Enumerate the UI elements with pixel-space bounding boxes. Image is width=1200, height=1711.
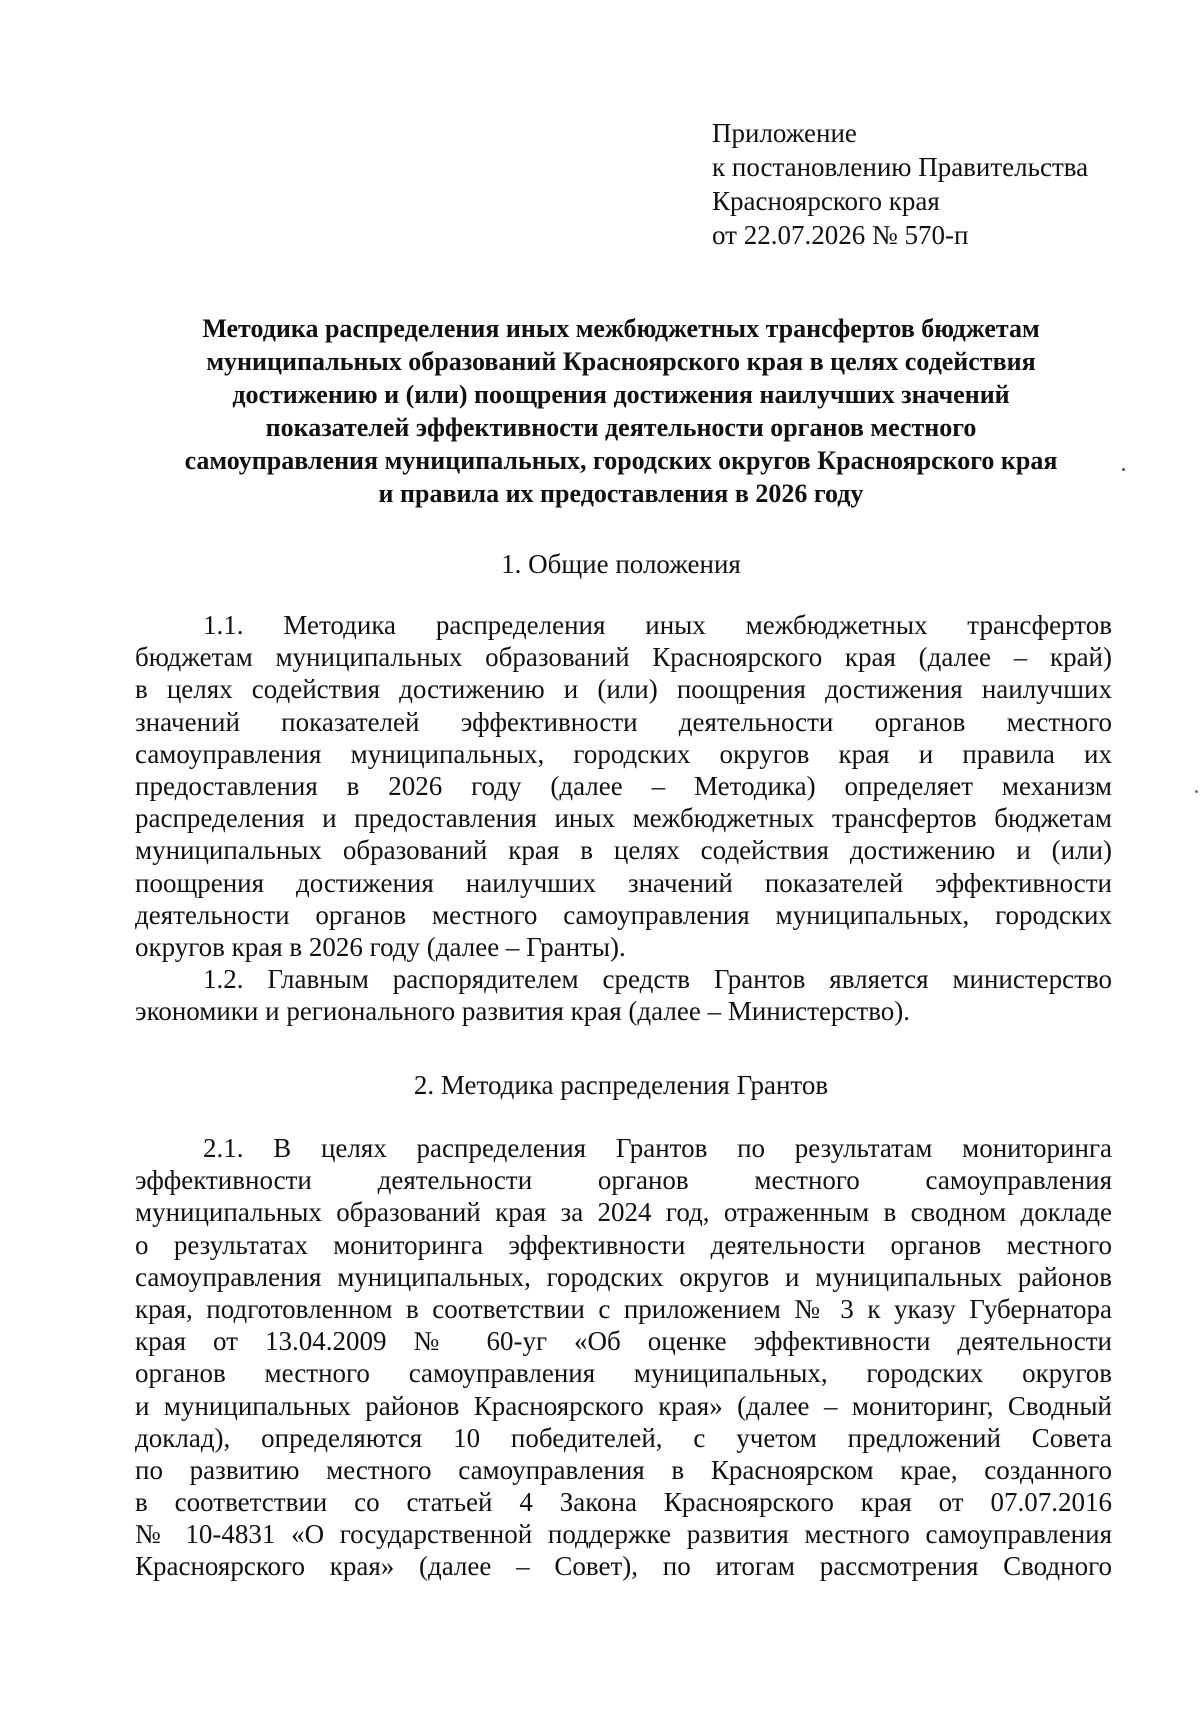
- paragraph-line: поощрения достижения наилучших значений показателей эффективности: [135, 867, 1112, 898]
- paragraph-line: экономики и регионального развития края (далее – Министерство).: [135, 996, 911, 1027]
- paragraph-line: муниципальных образований края за 2024 год, отраженным в сводном докладе: [135, 1197, 1112, 1228]
- paragraph-line: по развитию местного самоуправления в Красноярском крае, созданного: [135, 1454, 1112, 1485]
- paragraph-line: Красноярского края» (далее – Совет), по итогам рассмотрения Сводного: [135, 1551, 1112, 1582]
- section-heading: 1. Общие положения: [501, 549, 741, 579]
- paragraph-line: в целях содействия достижению и (или) поощрения достижения наилучших: [135, 674, 1112, 705]
- document-title: [130, 312, 1112, 510]
- appendix-block: [712, 116, 1152, 252]
- paragraph-line: края, подготовленном в соответствии с приложением № 3 к указу Губернатора: [135, 1293, 1112, 1324]
- title-line: показателей эффективности деятельности органов местного: [265, 413, 977, 442]
- scan-speck: [1195, 790, 1198, 793]
- paragraph-line: доклад), определяются 10 победителей, с учетом предложений Совета: [135, 1422, 1112, 1453]
- paragraph-line: в соответствии со статьей 4 Закона Красноярского края от 07.07.2016: [135, 1487, 1112, 1518]
- paragraph-line: 2.1. В целях распределения Грантов по результатам мониторинга: [203, 1133, 1112, 1163]
- paragraph-line: предоставления в 2026 году (далее – Методика) определяет механизм: [135, 770, 1112, 801]
- paragraph-line: 1.1. Методика распределения иных межбюджетных трансфертов: [203, 610, 1112, 640]
- paragraph-line: края от 13.04.2009 № 60-уг «Об оценке эффективности деятельности: [135, 1326, 1112, 1357]
- section-2-body: [135, 1132, 1112, 1583]
- paragraph-line: о результатах мониторинга эффективности деятельности органов местного: [135, 1229, 1112, 1260]
- paragraph-line: муниципальных образований края в целях содействия достижению и (или): [135, 835, 1112, 866]
- paragraph-line: значений показателей эффективности деятельности органов местного: [135, 706, 1112, 737]
- title-line: Методика распределения иных межбюджетных трансфертов бюджетам: [202, 314, 1040, 343]
- section-1-body: [135, 609, 1112, 1027]
- paragraph-line: самоуправления муниципальных, городских округов края и правила их: [135, 738, 1112, 769]
- section-heading: 2. Методика распределения Грантов: [413, 1070, 829, 1100]
- paragraph-line: органов местного самоуправления муниципальных, городских округов: [135, 1358, 1112, 1389]
- appendix-line: к постановлению Правительства: [712, 152, 1089, 182]
- appendix-line: Приложение: [712, 118, 857, 148]
- paragraph-line: 1.2. Главным распорядителем средств Грантов является министерство: [203, 964, 1112, 995]
- appendix-line: от 22.07.2026 № 570-п: [712, 220, 969, 250]
- paragraph-line: самоуправления муниципальных, городских округов и муниципальных районов: [135, 1261, 1112, 1292]
- appendix-line: Красноярского края: [712, 186, 940, 216]
- title-line: самоуправления муниципальных, городских округов Красноярского края: [184, 446, 1058, 475]
- title-line: достижению и (или) поощрения достижения наилучших значений: [232, 380, 1010, 409]
- title-line: и правила их предоставления в 2026 году: [378, 479, 864, 508]
- paragraph-line: деятельности органов местного самоуправления муниципальных, городских: [135, 899, 1112, 930]
- paragraph-line: округов края в 2026 году (далее – Гранты).: [135, 931, 626, 962]
- paragraph-line: № 10-4831 «О государственной поддержке развития местного самоуправления: [135, 1519, 1112, 1550]
- scan-speck: [1122, 468, 1125, 471]
- paragraph-line: и муниципальных районов Красноярского края» (далее – мониторинг, Сводный: [135, 1390, 1112, 1421]
- paragraph-line: бюджетам муниципальных образований Красноярского края (далее – край): [135, 642, 1112, 673]
- title-line: муниципальных образований Красноярского края в целях содействия: [206, 347, 1036, 376]
- paragraph-line: распределения и предоставления иных межбюджетных трансфертов бюджетам: [135, 803, 1112, 834]
- paragraph-line: эффективности деятельности органов местного самоуправления: [135, 1165, 1112, 1196]
